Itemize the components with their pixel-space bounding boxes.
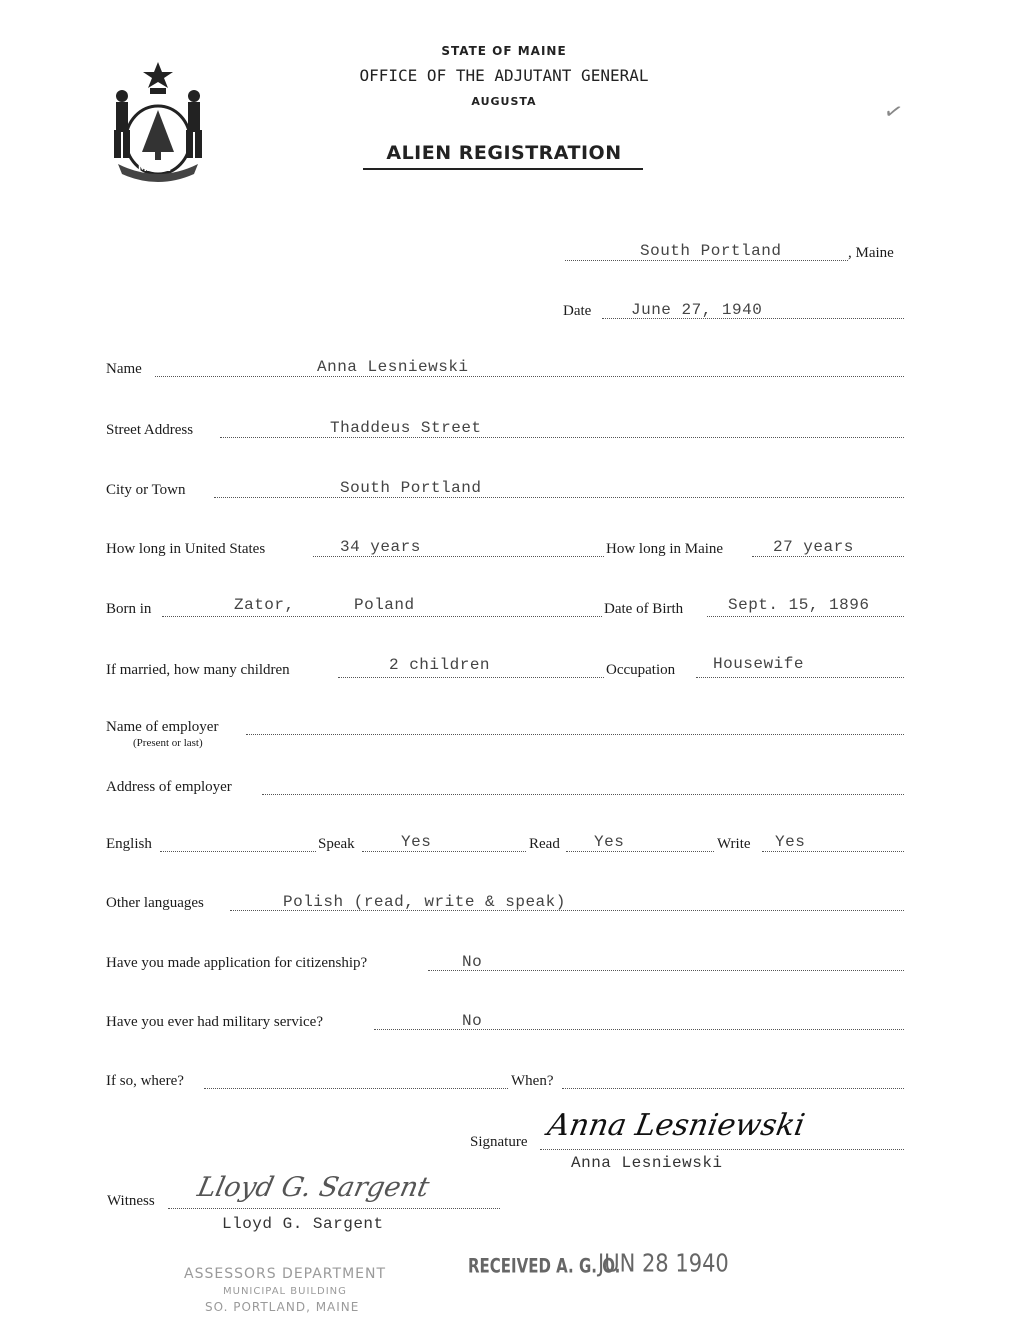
header-office: OFFICE OF THE ADJUTANT GENERAL — [359, 66, 649, 85]
city-label: City or Town — [106, 482, 186, 498]
other-languages-label: Other languages — [106, 895, 204, 911]
children-line — [338, 677, 604, 678]
header-city: AUGUSTA — [471, 95, 537, 108]
form-title: ALIEN REGISTRATION — [386, 142, 622, 164]
place-line — [565, 260, 848, 261]
us-time-line — [313, 556, 604, 557]
read-line — [566, 851, 714, 852]
maine-time-value: 27 years — [773, 538, 854, 556]
witness-handwritten: Lloyd G. Sargent — [194, 1172, 433, 1203]
other-languages-value: Polish (read, write & speak) — [283, 893, 566, 911]
military-value: No — [462, 1012, 483, 1030]
read-value: Yes — [594, 833, 625, 851]
born-city-value: Zator, — [234, 596, 295, 614]
place-value: South Portland — [640, 242, 782, 260]
name-value: Anna Lesniewski — [317, 358, 469, 376]
occupation-label: Occupation — [606, 662, 676, 678]
speak-value: Yes — [401, 833, 432, 851]
citizenship-label: Have you made application for citizenship? — [106, 955, 368, 971]
occupation-value: Housewife — [713, 655, 804, 673]
seal-banner: MAINE — [138, 164, 171, 174]
dob-value: Sept. 15, 1896 — [728, 596, 870, 614]
employer-sublabel: (Present or last) — [133, 737, 203, 749]
dob-label: Date of Birth — [604, 601, 684, 617]
maine-time-label: How long in Maine — [606, 541, 724, 557]
header-state: STATE OF MAINE — [441, 44, 567, 58]
write-line — [762, 851, 904, 852]
corner-checkmark: ✓ — [881, 98, 906, 127]
citizenship-value: No — [462, 953, 483, 971]
born-label: Born in — [106, 601, 152, 617]
signature-line — [540, 1149, 904, 1150]
citizenship-line — [428, 970, 904, 971]
employer-address-line — [262, 794, 904, 795]
when-label: When? — [511, 1073, 554, 1089]
where-label: If so, where? — [106, 1073, 184, 1089]
write-label: Write — [717, 836, 751, 852]
speak-label: Speak — [318, 836, 355, 852]
title-underline — [363, 168, 643, 170]
dept-stamp-line-2: MUNICIPAL BUILDING — [223, 1286, 347, 1297]
born-country-value: Poland — [354, 596, 415, 614]
maine-time-line — [752, 556, 904, 557]
signature-handwritten: Anna Lesniewski — [544, 1108, 808, 1143]
street-label: Street Address — [106, 422, 194, 438]
name-label: Name — [106, 361, 142, 377]
city-line — [214, 497, 904, 498]
signature-label: Signature — [470, 1134, 528, 1150]
military-label: Have you ever had military service? — [106, 1014, 323, 1030]
name-line — [155, 376, 904, 377]
employer-line — [246, 734, 904, 735]
us-time-label: How long in United States — [106, 541, 266, 557]
witness-line — [168, 1208, 500, 1209]
where-line — [204, 1088, 508, 1089]
date-value: June 27, 1940 — [631, 301, 763, 319]
signature-typed: Anna Lesniewski — [571, 1154, 723, 1172]
street-value: Thaddeus Street — [330, 419, 482, 437]
employer-address-label: Address of employer — [106, 779, 232, 795]
dob-line — [707, 616, 904, 617]
received-stamp: RECEIVED A. G. O. — [468, 1254, 621, 1278]
date-label: Date — [563, 303, 592, 319]
born-line — [162, 616, 602, 617]
employer-label: Name of employer — [106, 719, 219, 735]
dept-stamp-line-1: ASSESSORS DEPARTMENT — [184, 1266, 387, 1282]
received-date-stamp: JUN 28 1940 — [598, 1248, 729, 1278]
write-value: Yes — [775, 833, 806, 851]
witness-typed: Lloyd G. Sargent — [222, 1215, 384, 1233]
when-line — [562, 1088, 904, 1089]
children-label: If married, how many children — [106, 662, 290, 678]
street-line — [220, 437, 904, 438]
occupation-line — [696, 677, 904, 678]
dept-stamp-line-3: SO. PORTLAND, MAINE — [205, 1300, 360, 1314]
witness-label: Witness — [107, 1193, 155, 1209]
military-line — [374, 1029, 904, 1030]
place-suffix: , Maine — [848, 245, 894, 261]
read-label: Read — [529, 836, 560, 852]
us-time-value: 34 years — [340, 538, 421, 556]
english-line — [160, 851, 316, 852]
speak-line — [362, 851, 526, 852]
state-seal-icon — [104, 60, 212, 182]
english-label: English — [106, 836, 152, 852]
city-value: South Portland — [340, 479, 482, 497]
children-value: 2 children — [389, 656, 491, 674]
